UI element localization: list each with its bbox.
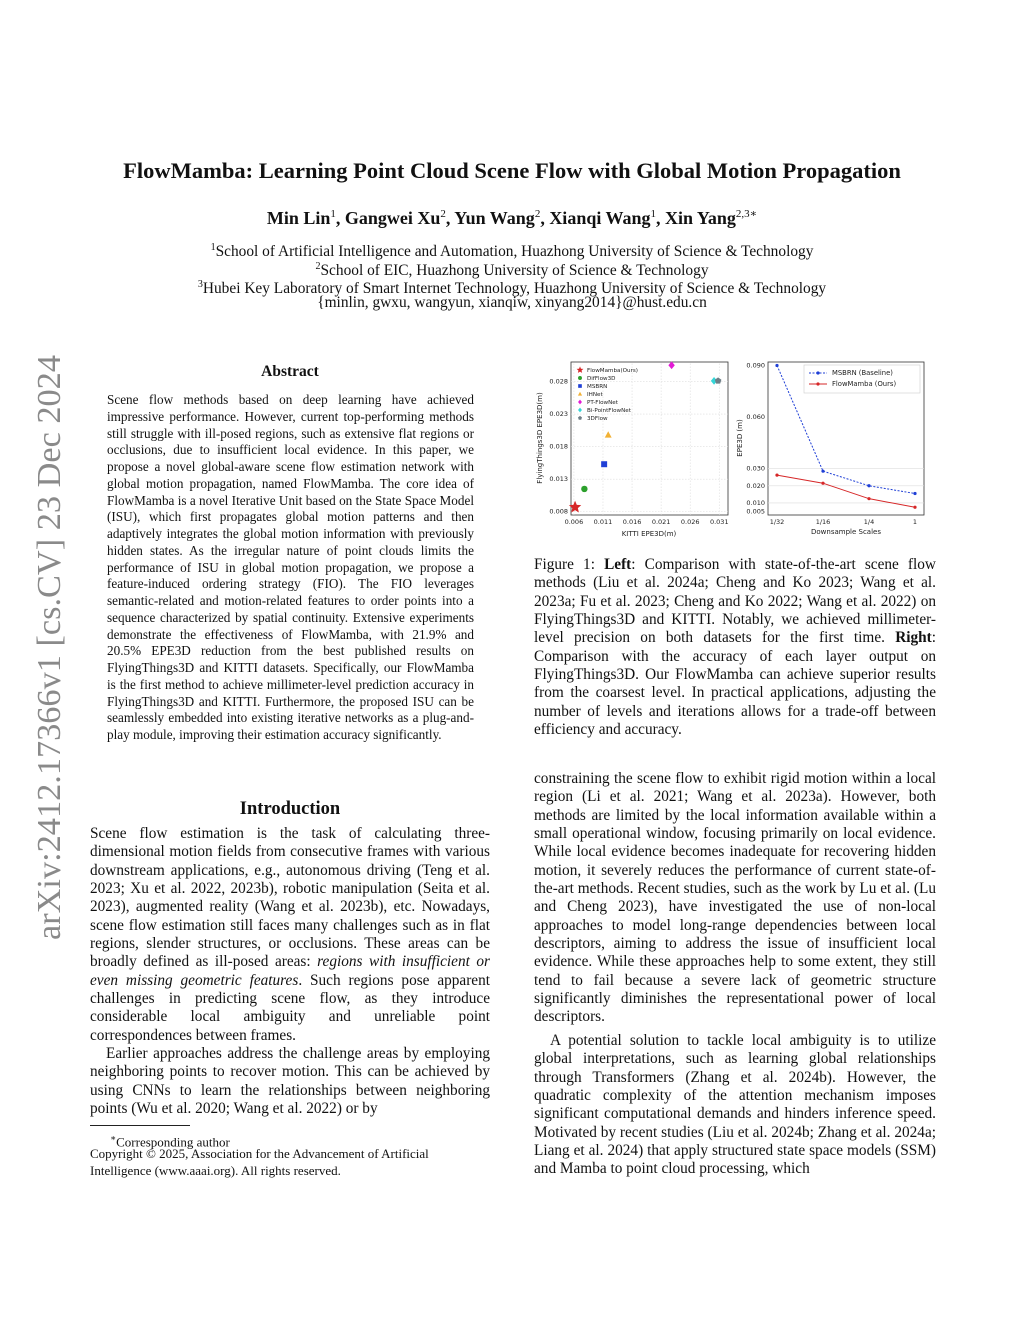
author-name: Xianqi Wang — [549, 208, 651, 228]
scatter-legend-label: Bi-PointFlowNet — [587, 408, 631, 414]
line-point — [775, 474, 778, 477]
affiliation-3: $^3$Hubei Key Laboratory of Smart Internet Technology, Huazhong University of Science & Technology — [197, 279, 827, 298]
corresponding-author-note: ∗Corresponding author — [110, 1133, 230, 1150]
author-name: Gangwei Xu — [344, 208, 441, 228]
scatter-point-difflow3d — [581, 486, 587, 492]
line-legend-label: FlowMamba (Ours) — [832, 380, 897, 388]
line-legend-marker — [816, 382, 819, 385]
line-legend-marker — [816, 371, 819, 374]
introduction-heading: Introduction — [239, 799, 341, 819]
line-x-tick-label: 1/16 — [815, 518, 831, 526]
figure-1-svg — [532, 358, 937, 543]
right-column-body — [534, 770, 936, 1179]
line-y-tick-label: 0.010 — [746, 498, 765, 507]
line-point — [913, 506, 916, 509]
line-y-tick-label: 0.005 — [746, 507, 765, 516]
scatter-legend-label: 3DFlow — [587, 416, 608, 422]
scatter-x-tick-label: 0.026 — [680, 518, 700, 526]
intro-paragraph-1: Scene flow estimation is the task of calculating three-dimensional motion fields from consecutive frames with various downstream applications, e.g., autonomous driving (Teng et al. 2023; Xu et al. 2022, 2023b), robotic manipulation (Seita et al. 2023), augmented reality (Wang et al. 2023b), etc. Nowadays, scene flow estimation still faces many challenges such as in flat regions, slender structures, or occlusions. These areas can be broadly defined as ill-posed areas: regions with insufficient or even missing geometric features. Such regions pose apparent challenges in predicting scene flow, as they introduce considerable local ambiguity and unreliable point correspondences between frames. — [90, 825, 491, 1044]
scatter-point-3dflow — [715, 377, 722, 383]
scatter-legend-marker — [577, 366, 584, 373]
line-point — [775, 364, 778, 367]
scatter-x-tick-label: 0.016 — [622, 518, 642, 526]
line-legend-label: MSBRN (Baseline) — [832, 369, 893, 377]
scatter-legend-marker — [578, 384, 582, 388]
arxiv-watermark — [8, 350, 78, 950]
scatter-x-label: KITTI EPE3D(m) — [621, 530, 677, 538]
line-x-label: Downsample Scales — [811, 528, 881, 536]
line-y-tick-label: 0.030 — [746, 464, 765, 473]
intro-paragraph-2: Earlier approaches address the challenge areas by employing neighboring points to recover motion. This can be achieved by using CNNs to learn the relationships between neighboring points (Wu et al. 2020; Wang et al. 2022) or by — [90, 1045, 490, 1118]
scatter-legend-marker — [578, 400, 582, 405]
scatter-point-pt-flownet — [668, 361, 674, 369]
figure-1-caption: Figure 1: Left: Comparison with state-of-the-art scene flow methods (Liu et al. 2024a; Cheng and Ko 2023; Wang et al. 2023a; Fu et al. 2023; Cheng and Ko 2022; Wang et al. 2022) on FlyingThings3D and KITTI. Notably, we achieved millimeter-level precision on both datasets for the first time. Right: Comparison with the accuracy of each layer output on FlyingThings3D. Our FlowMamba can achieve superior results from the coarsest level. In practical applications, adjusting the number of levels and iterations allows for a trade-off between efficiency and accuracy. — [534, 556, 936, 739]
author-emails: {minlin, gwxu, wangyun, xianqiw, xinyang2014}@hust.edu.cn — [317, 294, 707, 311]
scatter-x-tick-label: 0.011 — [593, 518, 613, 526]
scatter-x-tick-label: 0.006 — [564, 518, 584, 526]
scatter-legend-label: DifFlow3D — [587, 376, 616, 382]
line-x-tick-label: 1/32 — [769, 518, 785, 526]
line-y-label: EPE3D (m) — [736, 419, 744, 457]
scatter-legend-marker — [578, 376, 582, 380]
right-paragraph-1: constraining the scene flow to exhibit rigid motion within a local region (Li et al. 2021; Wang et al. 2023a). However, both methods are limited by the local information available within a small operational window, focusing primarily on local evidence. While local evidence becomes inadequate for recovering hidden motion, it severely reduces the performance of current state-of-the-art methods. Recent studies, such as the work by Lu et al. (Lu and Cheng 2023), have investigated the use of non-local approaches to model long-range dependencies between local descriptors, aiming to address the issue of insufficient local evidence. While these approaches help to some extent, they still tend to fail because a severe lack of geometric structure significantly diminishes the representational power of local descriptors. — [534, 770, 936, 1026]
scatter-y-label: FlyingThings3D EPE3D(m) — [536, 392, 544, 484]
scatter-legend-marker — [578, 392, 582, 396]
line-x-tick-label: 1/4 — [863, 518, 875, 526]
paper-title: FlowMamba: Learning Point Cloud Scene Flow with Global Motion Propagation — [123, 158, 901, 183]
line-y-tick-label: 0.090 — [746, 361, 765, 370]
abstract-heading: Abstract — [261, 363, 319, 380]
line-x-tick-label: 1 — [912, 518, 918, 526]
scatter-y-tick-label: 0.023 — [549, 410, 568, 419]
scatter-legend-label: MSBRN — [587, 384, 608, 390]
figure-1 — [532, 358, 937, 543]
scatter-y-tick-label: 0.013 — [549, 475, 568, 484]
footnote-rule — [90, 1125, 190, 1126]
author-name: Yun Wang — [454, 208, 535, 228]
line-point — [821, 482, 824, 485]
affiliation-2: $^2$School of EIC, Huazhong University of Science & Technology — [315, 261, 709, 280]
line-point — [867, 484, 870, 487]
author-name: Xin Yang — [665, 208, 736, 228]
scatter-legend-label: PT-FlowNet — [587, 400, 618, 406]
scatter-y-tick-label: 0.028 — [549, 377, 568, 386]
affiliation-1: $^1$School of Artificial Intelligence and Automation, Huazhong University of Science & Technology — [210, 242, 814, 261]
line-y-tick-label: 0.060 — [746, 413, 765, 422]
scatter-point-msbrn — [601, 461, 607, 467]
scatter-legend-marker — [578, 416, 582, 420]
line-point — [821, 470, 824, 473]
author-name: Min Lin — [266, 208, 331, 228]
line-series-1 — [777, 475, 915, 507]
abstract-text: Scene flow methods based on deep learning have achieved impressive performance. However, current top-performing methods still struggle with ill-posed regions, such as extensive flat regions or occlusions, due to insufficient local evidence. In this paper, we propose a novel global-aware scene flow estimation network with global motion propagation, named FlowMamba. The core idea of FlowMamba is a novel Iterative Unit based on the State Space Model (ISU), which first propagates global motion patterns and then adaptively integrates the global motion information with previously hidden states. As the irregular nature of point clouds limits the performance of ISU in global motion propagation, we propose a feature-induced ordering strategy (FIO). The FIO leverages semantic-related and motion-related features to order points into a sequence characterized by spatial continuity. Extensive experiments demonstrate the effectiveness of FlowMamba, with 21.9% and 20.5% EPE3D reduction from the best published results on FlyingThings3D and KITTI datasets. Specifically, our FlowMamba is the first method to achieve millimeter-level prediction accuracy in FlyingThings3D and KITTI. Furthermore, the proposed ISU can be seamlessly embedded into existing iterative networks as a plug-and-play module, improving their estimation accuracy significantly. — [107, 392, 474, 742]
scatter-x-tick-label: 0.021 — [651, 518, 671, 526]
scatter-y-tick-label: 0.018 — [549, 442, 568, 451]
scatter-point-ihnet — [605, 431, 612, 437]
introduction-body — [90, 825, 490, 1119]
right-paragraph-2: A potential solution to tackle local ambiguity is to utilize global interpretations, such as learning global relationships through Transformers (Zhang et al. 2024b). However, the quadratic complexity of the attention mechanism imposes significant computational demands and hinders inference speed. Motivated by recent studies (Liu et al. 2024b; Zhang et al. 2024a; Liang et al. 2024) that apply structured state space models (SSM) and Mamba to point cloud processing, which — [534, 1031, 936, 1178]
line-y-tick-label: 0.020 — [746, 481, 765, 490]
scatter-legend-label: IHNet — [587, 392, 603, 398]
scatter-y-tick-label: 0.008 — [549, 507, 568, 516]
line-point — [867, 497, 870, 500]
author-list: Min Lin$^1$, Gangwei Xu$^2$, Yun Wang$^2$, Xianqi Wang$^1$, Xin Yang$^{2,3∗}$ — [266, 208, 758, 228]
line-point — [913, 492, 916, 495]
scatter-x-tick-label: 0.031 — [709, 518, 729, 526]
copyright-note: Copyright © 2025, Association for the Advancement of Artificial Intelligence (www.aaai.org). All rights reserved. — [90, 1146, 429, 1178]
scatter-legend-marker — [578, 408, 582, 413]
scatter-legend-label: FlowMamba(Ours) — [587, 368, 638, 374]
arxiv-watermark-text: arXiv:2412.17366v1 [cs.CV] 23 Dec 2024 — [31, 368, 68, 940]
